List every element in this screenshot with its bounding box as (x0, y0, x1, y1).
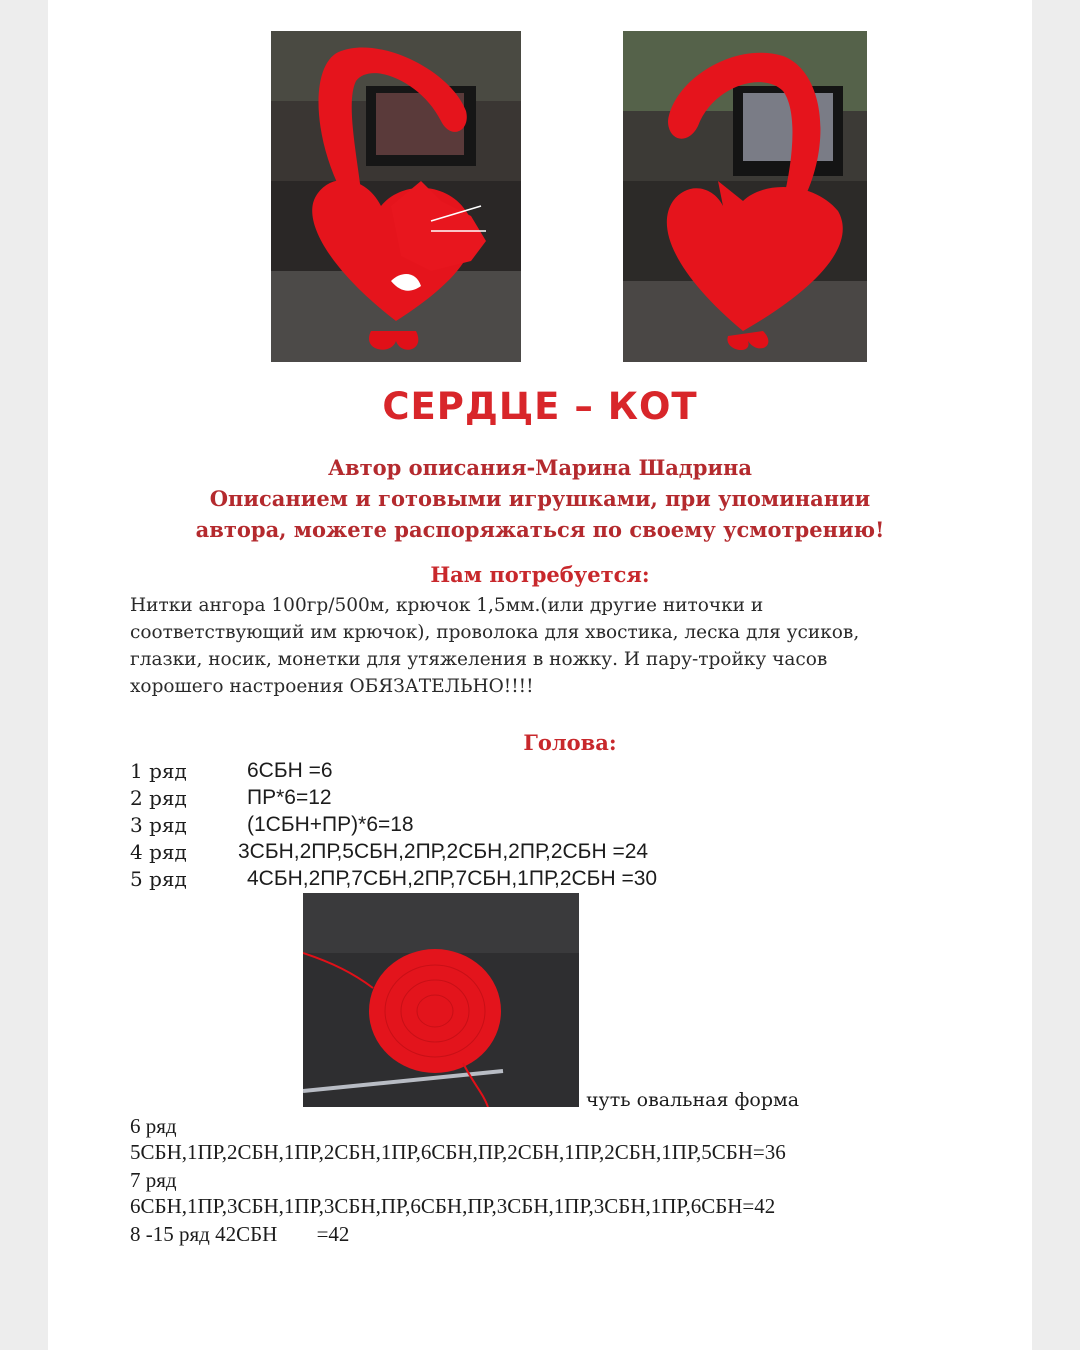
materials-line-2: соответствующий им крючок), проволока для хвостика, леска для усиков, (130, 622, 860, 643)
row8-line (130, 1222, 349, 1247)
row8-label: 8 -15 ряд (130, 1222, 210, 1246)
row8-value: 42СБН (215, 1222, 278, 1246)
row7-value: 6СБН,1ПР,3СБН,1ПР,3СБН,ПР,6СБН,ПР,3СБН,1ПР,3СБН,1ПР,6СБН=42 (130, 1194, 776, 1218)
heart-cat-back-photo (623, 31, 867, 362)
row-value: (1СБН+ПР)*6=18 (247, 813, 414, 836)
author-line-2: Описанием и готовыми игрушками, при упоминании (209, 486, 871, 511)
crochet-circle-photo (303, 893, 579, 1107)
row6-value: 5СБН,1ПР,2СБН,1ПР,2СБН,1ПР,6СБН,ПР,2СБН,1ПР,2СБН,1ПР,5СБН=36 (130, 1140, 786, 1164)
row-label: 4 ряд (130, 840, 187, 864)
head-row (130, 786, 332, 811)
row-label: 2 ряд (130, 786, 187, 810)
row-label: 1 ряд (130, 759, 187, 783)
materials-line-4: хорошего настроения ОБЯЗАТЕЛЬНО!!!! (130, 676, 534, 697)
page-title: СЕРДЦЕ – КОТ (382, 385, 698, 428)
needs-heading: Нам потребуется: (430, 562, 650, 587)
row-label: 3 ряд (130, 813, 187, 837)
row-value: 3СБН,2ПР,5СБН,2ПР,2СБН,2ПР,2СБН =24 (238, 840, 649, 863)
author-line-3: автора, можете распоряжаться по своему усмотрению! (195, 517, 885, 542)
row-value: 6СБН =6 (247, 759, 333, 782)
materials-line-3: глазки, носик, монетки для утяжеления в ножку. И пару-тройку часов (130, 649, 828, 670)
row8-total: =42 (316, 1222, 350, 1246)
photo-caption: чуть овальная форма (586, 1089, 800, 1111)
row-label: 5 ряд (130, 867, 187, 891)
head-row (130, 813, 414, 838)
head-row (130, 759, 333, 784)
head-section-heading: Голова: (523, 730, 617, 755)
row-value: 4СБН,2ПР,7СБН,2ПР,7СБН,1ПР,2СБН =30 (247, 867, 658, 890)
materials-line-1: Нитки ангора 100гр/500м, крючок 1,5мм.(или другие ниточки и (130, 595, 764, 616)
author-line-1: Автор описания-Марина Шадрина (327, 455, 753, 480)
head-row (130, 867, 658, 892)
row7-label: 7 ряд (130, 1168, 177, 1192)
head-row (130, 840, 649, 865)
row-value: ПР*6=12 (247, 786, 332, 809)
materials-paragraph (130, 592, 1020, 700)
row6-label: 6 ряд (130, 1114, 177, 1138)
heart-cat-front-photo (271, 31, 521, 362)
